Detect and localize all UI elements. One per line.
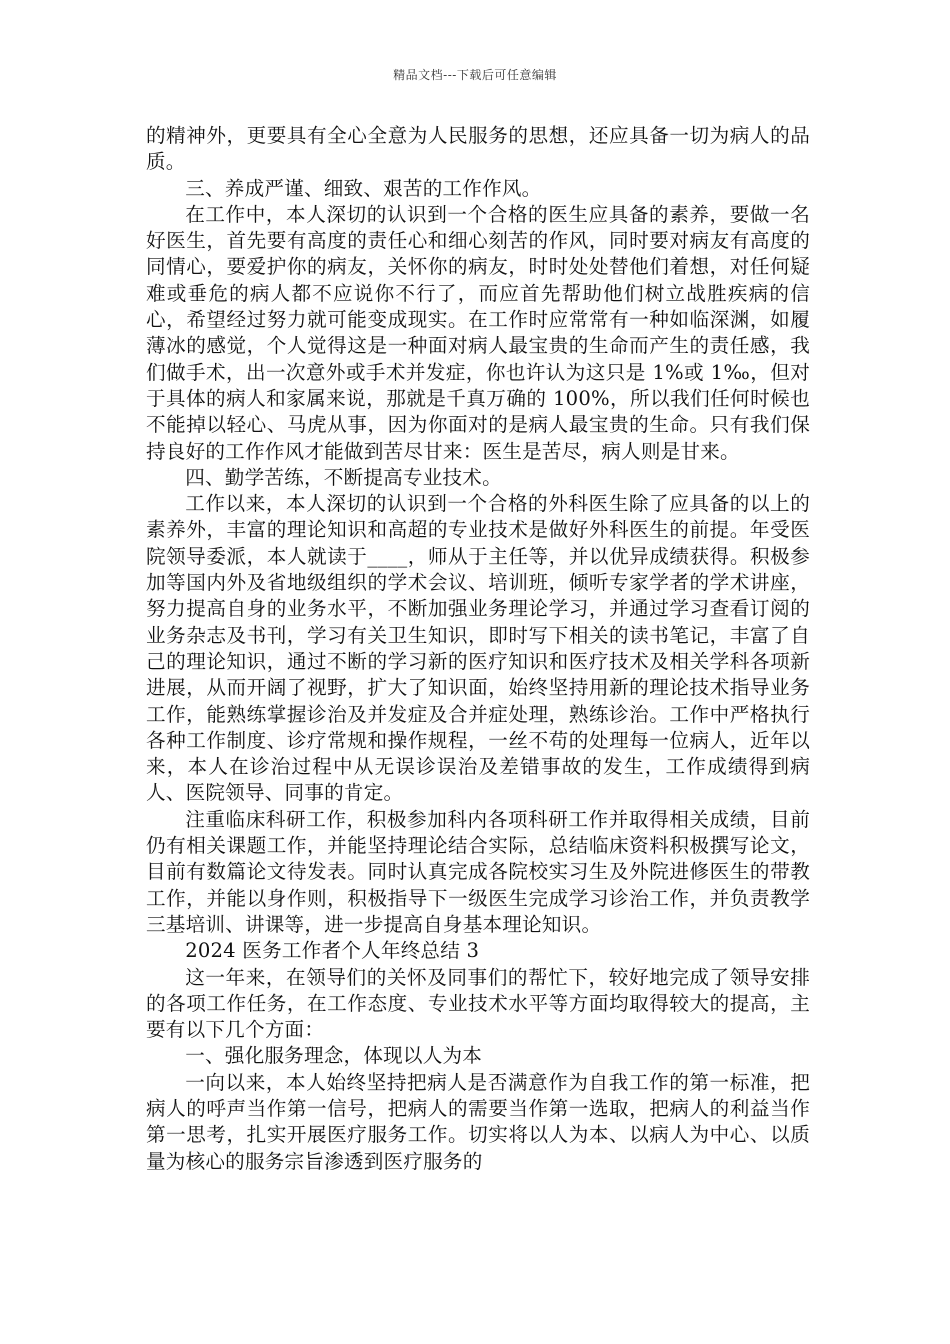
- section-heading-3: 三、养成严谨、细致、艰苦的工作作风。: [185, 176, 542, 200]
- paragraph-3: 在工作中，本人深切的认识到一个合格的医生应具备的素养，要做一名好医生，首先要有高度的责任心和细心刻苦的作风，同时要对病友有高度的同情心，要爱护你的病友，关怀你的病友，时时处处替他们着想，对任何疑难或垂危的病人都不应说你不行了，而应首先帮助他们树立战胜疾病的信心，希望经过努力就可能变成现实。在工作时应常常有一种如临深渊，如履薄冰的感觉，个人觉得这是一种面对病人最宝贵的生命而产生的责任感，我们做手术，出一次意外或手术并发症，你也许认为这只是 1%或 1‰，但对于具体的病人和家属来说，那就是千真万确的 100%，所以我们任何时候也不能掉以轻心、马虎从事，因为你面对的是病人最宝贵的生命。只有我们保持良好的工作作风才能做到苦尽甘来：医生是苦尽，病人则是甘来。: [146, 202, 810, 463]
- document-body: [146, 123, 810, 1175]
- section-heading-4: 四、勤学苦练，不断提高专业技术。: [185, 465, 502, 489]
- paragraph-8: 这一年来，在领导们的关怀及同事们的帮忙下，较好地完成了领导安排的各项工作任务，在工作态度、专业技术水平等方面均取得较大的提高，主要有以下几个方面：: [146, 965, 810, 1042]
- paragraph-5: 工作以来，本人深切的认识到一个合格的外科医生除了应具备的以上的素养外，丰富的理论知识和高超的专业技术是做好外科医生的前提。年受医院领导委派，本人就读于____，师从于主任等，并以优异成绩获得。积极参加等国内外及省地级组织的学术会议、培训班，倾听专家学者的学术讲座，努力提高自身的业务水平，不断加强业务理论学习，并通过学习查看订阅的业务杂志及书刊，学习有关卫生知识，即时写下相关的读书笔记，丰富了自己的理论知识，通过不断的学习新的医疗知识和医疗技术及相关学科各项新进展，从而开阔了视野，扩大了知识面，始终坚持用新的理论技术指导业务工作，能熟练掌握诊治及并发症及合并症处理，熟练诊治。工作中严格执行各种工作制度、诊疗常规和操作规程，一丝不苟的处理每一位病人，近年以来，本人在诊治过程中从无误诊误治及差错事故的发生，工作成绩得到病人、医院领导、同事的肯定。: [146, 492, 810, 805]
- page-header-note: 精品文档---下载后可任意编辑: [393, 68, 557, 82]
- paragraph-1: 的精神外，更要具有全心全意为人民服务的思想，还应具备一切为病人的品质。: [146, 124, 810, 174]
- paragraph-6: 注重临床科研工作，积极参加科内各项科研工作并取得相关成绩，目前仍有相关课题工作，并能坚持理论结合实际，总结临床资料积极撰写论文，目前有数篇论文待发表。同时认真完成各院校实习生及外院进修医生的带教工作，并能以身作则，积极指导下一级医生完成学习诊治工作，并负责教学三基培训、讲课等，进一步提高自身基本理论知识。: [146, 807, 810, 936]
- article-title: 2024 医务工作者个人年终总结 3: [185, 939, 480, 963]
- section-heading-1: 一、强化服务理念，体现以人为本: [185, 1044, 483, 1068]
- paragraph-10: 一向以来，本人始终坚持把病人是否满意作为自我工作的第一标准，把病人的呼声当作第一信号，把病人的需要当作第一选取，把病人的利益当作第一思考，扎实开展医疗服务工作。切实将以人为本、以病人为中心、以质量为核心的服务宗旨渗透到医疗服务的: [146, 1070, 810, 1173]
